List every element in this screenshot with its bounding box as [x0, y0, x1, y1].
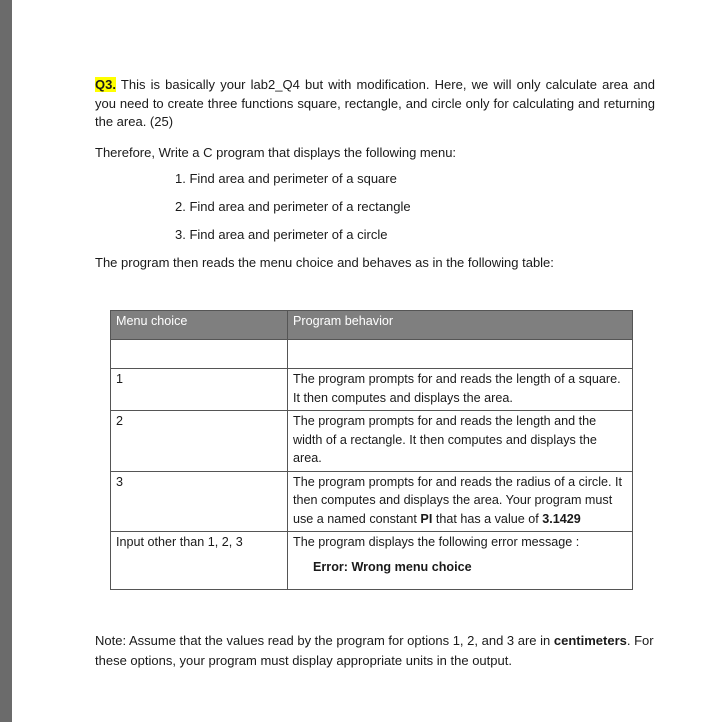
behavior-cell: The program prompts for and reads the length and the width of a rectangle. It then computes and displays the area.: [288, 411, 633, 472]
document-page: [12, 0, 727, 722]
choice-cell: 3: [111, 471, 288, 532]
table-header-row: [111, 311, 633, 340]
constant-name: PI: [420, 511, 433, 526]
question-label: Q3.: [95, 77, 116, 92]
header-program-behavior: Program behavior: [288, 311, 633, 340]
note-bold: centimeters: [553, 633, 627, 648]
error-message: Error: Wrong menu choice: [313, 559, 472, 574]
table-row: [111, 369, 633, 411]
left-sidebar-strip: [0, 0, 12, 722]
behavior-text: The program displays the following error message :: [293, 535, 580, 549]
behavior-table: [110, 310, 633, 590]
behavior-cell: [288, 471, 633, 532]
menu-list: [95, 170, 655, 245]
behavior-text: The program prompts for and reads the radius of a circle. It then computes and displays the area. Your program must use a named constant: [293, 474, 622, 526]
behavior-cell: The program prompts for and reads the length of a square. It then computes and displays the area.: [288, 369, 633, 411]
note-text: [95, 631, 655, 671]
menu-item: 1. Find area and perimeter of a square: [175, 171, 397, 186]
table-cell-empty: [288, 340, 633, 369]
choice-cell: Input other than 1, 2, 3: [111, 532, 288, 590]
table-cell-empty: [111, 340, 288, 369]
constant-value: 3.1429: [542, 511, 581, 526]
therefore-text: Therefore, Write a C program that displays the following menu:: [95, 144, 457, 160]
header-menu-choice: Menu choice: [111, 311, 288, 340]
question-block: [95, 76, 655, 273]
table-row: [111, 471, 633, 532]
behavior-text: that has a value of: [432, 511, 543, 526]
reads-menu-text: The program then reads the menu choice and behaves as in the following table:: [95, 255, 554, 270]
choice-cell: 1: [111, 369, 288, 411]
note-post: . For these options, your program must display appropriate units in the output.: [95, 633, 654, 668]
menu-item: 3. Find area and perimeter of a circle: [175, 227, 388, 242]
table-row: [111, 411, 633, 472]
table-row: [111, 532, 633, 590]
question-intro: [95, 76, 655, 132]
note-pre: Note: Assume that the values read by the program for options 1, 2, and 3 are in: [95, 633, 554, 648]
behavior-cell: [288, 532, 633, 590]
choice-cell: 2: [111, 411, 288, 472]
table-row-empty: [111, 340, 633, 369]
question-intro-text: This is basically your lab2_Q4 but with modification. Here, we will only calculate area and you need to create three functions square, rectangle, and circle only for calculating and returning the area. (25): [95, 77, 655, 129]
menu-item: 2. Find area and perimeter of a rectangle: [175, 199, 411, 214]
